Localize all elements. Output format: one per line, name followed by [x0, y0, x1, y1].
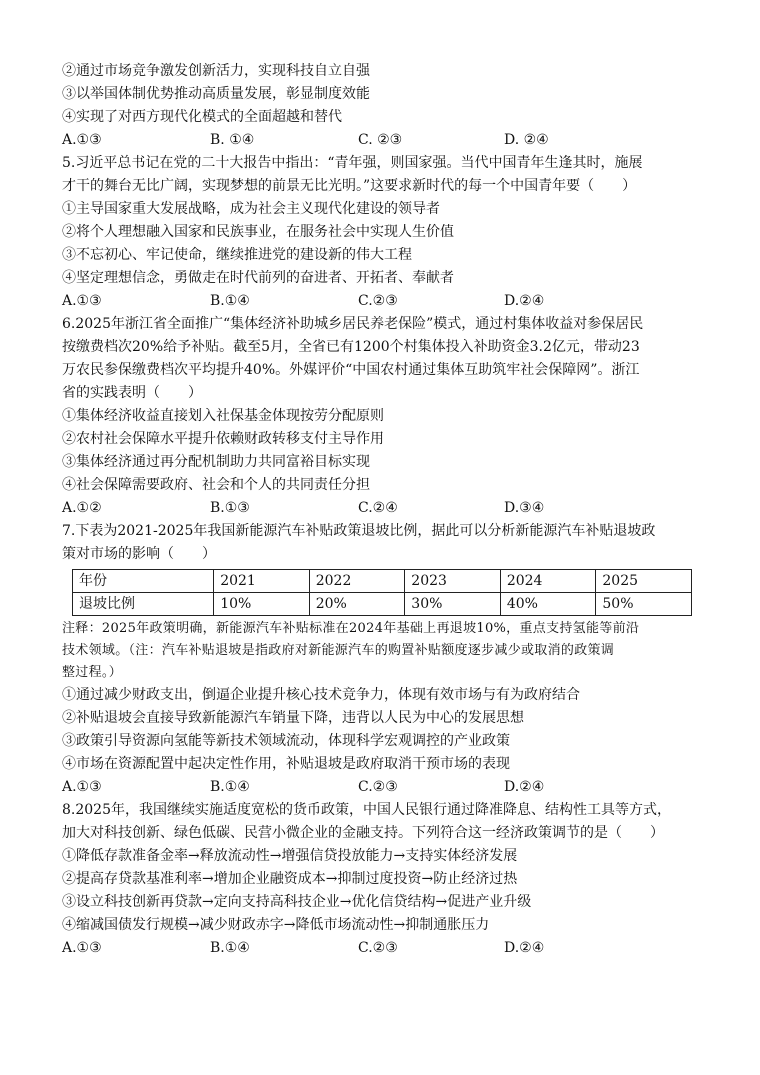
q6-stem-line: 省的实践表明（ ）	[62, 385, 202, 401]
q5-item-2: ②将个人理想融入国家和民族事业，在服务社会中实现人生价值	[62, 224, 454, 240]
q6-option-b: B.①③	[210, 500, 250, 516]
table-cell: 20%	[309, 593, 405, 616]
q8-option-d: D.②④	[504, 940, 545, 956]
table-cell: 2023	[405, 570, 501, 593]
q6-item-1: ①集体经济收益直接划入社保基金体现按劳分配原则	[62, 408, 384, 424]
q6-item-2: ②农村社会保障水平提升依赖财政转移支付主导作用	[62, 431, 384, 447]
q6-item-3: ③集体经济通过再分配机制助力共同富裕目标实现	[62, 454, 370, 470]
table-cell: 2021	[214, 570, 310, 593]
q6-stem-line: 万农民参保缴费档次平均提升40%。外媒评价“中国农村通过集体互助筑牢社会保障网”。浙江	[62, 362, 640, 378]
q8-item-4: ④缩减国债发行规模→减少财政赤字→降低市场流动性→抑制通胀压力	[62, 917, 490, 933]
q5-option-a: A.①③	[62, 293, 102, 309]
table-cell: 2025	[596, 570, 692, 593]
q8-item-1: ①降低存款准备金率→释放流动性→增强信贷投放能力→支持实体经济发展	[62, 848, 518, 864]
q4-item-3: ③以举国体制优势推动高质量发展，彰显制度效能	[62, 86, 370, 102]
q8-stem-line: 8.2025年，我国继续实施适度宽松的货币政策，中国人民银行通过降准降息、结构性工具等方式，	[62, 802, 671, 818]
q5-stem-line: 5.习近平总书记在党的二十大报告中指出：“青年强，则国家强。当代中国青年生逢其时，施展	[62, 155, 643, 171]
q5-option-b: B.①④	[210, 293, 250, 309]
q5-stem-line: 才干的舞台无比广阔，实现梦想的前景无比光明。”这要求新时代的每一个中国青年要（ ）	[62, 178, 637, 194]
q7-item-3: ③政策引导资源向氢能等新技术领域流动，体现科学宏观调控的产业政策	[62, 733, 510, 749]
question-4	[62, 60, 700, 152]
q6-options	[62, 497, 700, 520]
q4-option-b: B. ①④	[210, 132, 255, 148]
table-cell: 2022	[309, 570, 405, 593]
q7-note-line: 整过程。）	[62, 665, 123, 680]
q7-item-1: ①通过减少财政支出，倒逼企业提升核心技术竞争力，体现有效市场与有为政府结合	[62, 687, 580, 703]
q7-stem-line: 7.下表为2021-2025年我国新能源汽车补贴政策退坡比例，据此可以分析新能源汽车补贴退坡政	[62, 523, 656, 539]
table-cell: 退坡比例	[73, 593, 214, 616]
question-7	[62, 520, 700, 799]
q7-option-c: C.②③	[358, 779, 398, 795]
q5-item-1: ①主导国家重大发展战略，成为社会主义现代化建设的领导者	[62, 201, 440, 217]
q7-item-2: ②补贴退坡会直接导致新能源汽车销量下降，违背以人民为中心的发展思想	[62, 710, 524, 726]
q8-item-3: ③设立科技创新再贷款→定向支持高科技企业→优化信贷结构→促进产业升级	[62, 894, 532, 910]
q7-note-line: 技术领域。（注：汽车补贴退坡是指政府对新能源汽车的购置补贴额度逐步减少或取消的政策调	[62, 643, 615, 658]
question-8	[62, 799, 700, 960]
q8-stem-line: 加大对科技创新、绿色低碳、民营小微企业的金融支持。下列符合这一经济政策调节的是（ ）	[62, 825, 664, 841]
q4-option-a: A.①③	[62, 132, 102, 148]
q7-note-line: 注释：2025年政策明确，新能源汽车补贴标准在2024年基础上再退坡10%，重点支持氢能等前沿	[62, 621, 640, 636]
question-5	[62, 152, 700, 313]
q7-stem-line: 策对市场的影响（ ）	[62, 546, 216, 562]
question-6	[62, 313, 700, 520]
q7-item-4: ④市场在资源配置中起决定性作用，补贴退坡是政府取消干预市场的表现	[62, 756, 510, 772]
q7-option-b: B.①④	[210, 779, 250, 795]
q8-option-a: A.①③	[62, 940, 102, 956]
table-cell: 30%	[405, 593, 501, 616]
q5-item-4: ④坚定理想信念，勇做走在时代前列的奋进者、开拓者、奉献者	[62, 270, 454, 286]
q8-item-2: ②提高存贷款基准利率→增加企业融资成本→抑制过度投资→防止经济过热	[62, 871, 518, 887]
q6-stem-line: 按缴费档次20%给予补贴。截至5月，全省已有1200个村集体投入补助资金3.2亿元，带动23	[62, 339, 640, 355]
q7-option-a: A.①③	[62, 779, 102, 795]
q8-option-b: B.①④	[210, 940, 250, 956]
table-row	[73, 593, 692, 616]
q6-option-a: A.①②	[62, 500, 102, 516]
q4-option-c: C. ②③	[358, 132, 403, 148]
q6-item-4: ④社会保障需要政府、社会和个人的共同责任分担	[62, 477, 370, 493]
q4-item-2: ②通过市场竞争激发创新活力，实现科技自立自强	[62, 63, 370, 79]
q6-stem-line: 6.2025年浙江省全面推广“集体经济补助城乡居民养老保险”模式，通过村集体收益对参保居民	[62, 316, 644, 332]
table-header-row	[73, 570, 692, 593]
q4-item-4: ④实现了对西方现代化模式的全面超越和替代	[62, 109, 342, 125]
q4-option-d: D. ②④	[504, 132, 549, 148]
q6-option-d: D.③④	[504, 500, 545, 516]
q7-options	[62, 776, 700, 799]
table-cell: 10%	[214, 593, 310, 616]
q6-option-c: C.②④	[358, 500, 398, 516]
table-cell: 2024	[500, 570, 596, 593]
q5-options	[62, 290, 700, 313]
table-cell: 年份	[73, 570, 214, 593]
q7-option-d: D.②④	[504, 779, 545, 795]
q8-option-c: C.②③	[358, 940, 398, 956]
q4-options	[62, 129, 700, 152]
table-cell: 40%	[500, 593, 596, 616]
subsidy-phaseout-table	[72, 569, 692, 616]
table-cell: 50%	[596, 593, 692, 616]
q5-option-d: D.②④	[504, 293, 545, 309]
q5-option-c: C.②③	[358, 293, 398, 309]
q8-options	[62, 937, 700, 960]
q5-item-3: ③不忘初心、牢记使命，继续推进党的建设新的伟大工程	[62, 247, 412, 263]
